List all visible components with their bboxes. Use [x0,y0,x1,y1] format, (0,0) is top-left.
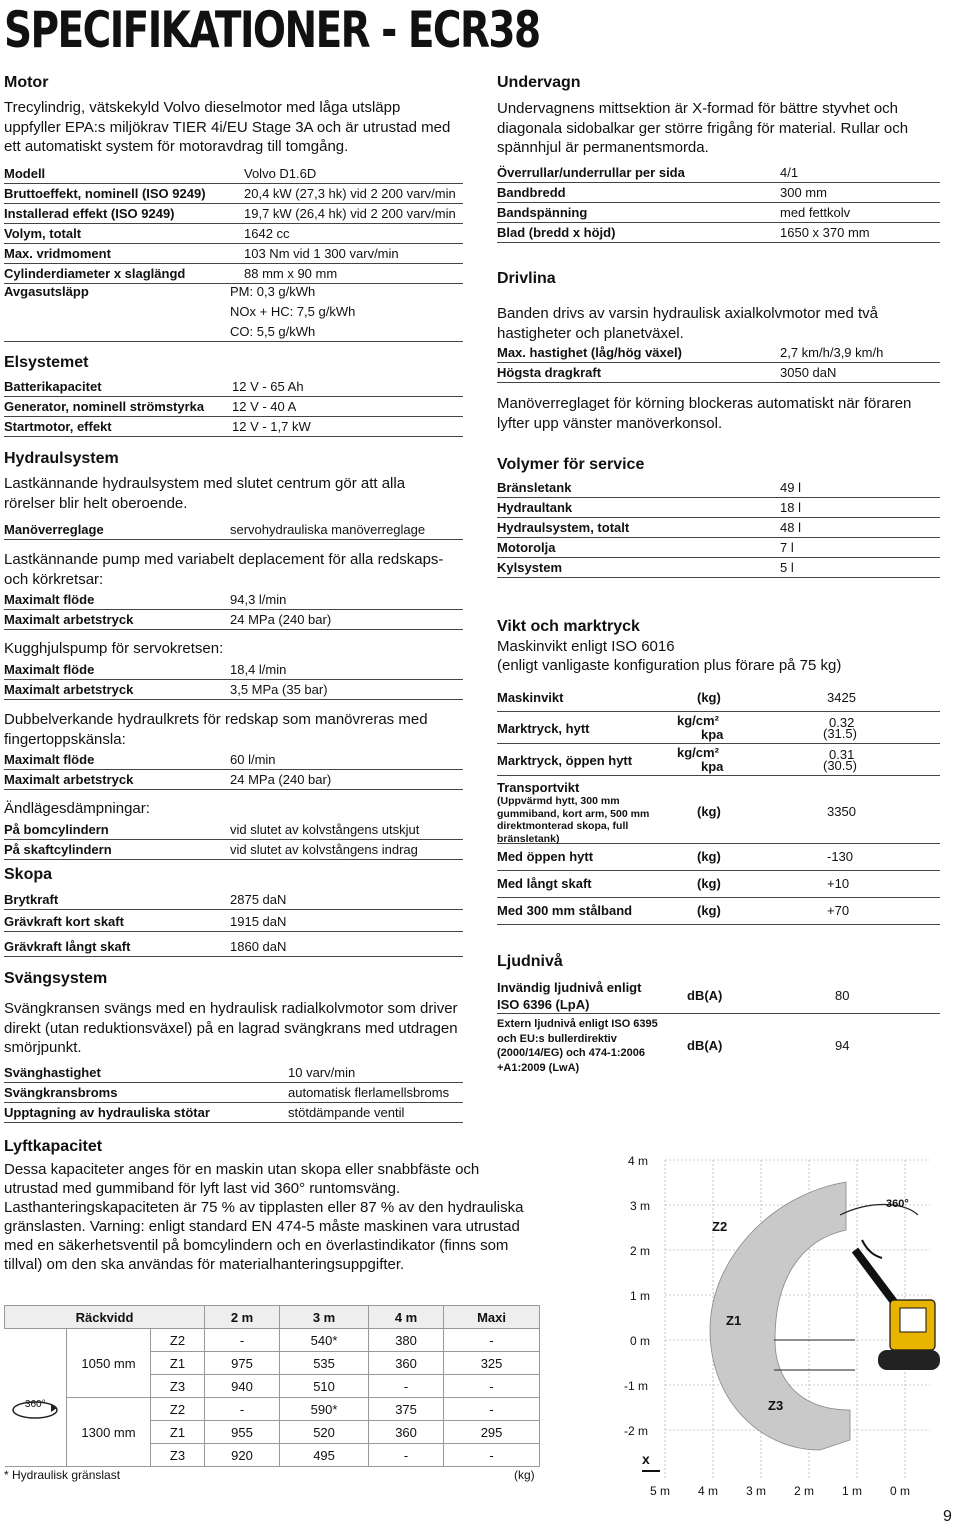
table-header-cell: 2 m [205,1306,280,1329]
spec-key: Maximalt arbetstryck [4,682,134,697]
spec-row [4,590,463,610]
table-cell: 940 [205,1375,280,1398]
spec-key: Maximalt flöde [4,662,95,677]
spec-row [4,840,463,860]
excavator-tracks [878,1350,940,1370]
table-cell: 360 [369,1421,444,1444]
spec-value: med fettkolv [780,205,851,220]
table-header-cell: Räckvidd [5,1306,205,1329]
spec-row [4,1103,463,1123]
rotation-cell [5,1329,67,1467]
spec-row [497,478,940,498]
spec-value: 103 Nm vid 1 300 varv/min [244,246,399,261]
table-cell: 520 [280,1421,369,1444]
spec-value: 5 l [780,560,794,575]
spec-row [4,397,463,417]
y-tick: 3 m [630,1199,651,1213]
vikt-row [497,688,940,712]
ljud-row [497,976,940,1014]
spec-key: Cylinderdiameter x slaglängd [4,266,186,281]
spec-value: automatisk flerlamellsbroms [288,1085,450,1100]
spec-row [497,871,940,898]
table-cell: 920 [205,1444,280,1467]
spec-row [4,264,463,284]
spec-value: 4/1 [780,165,799,180]
spec-key: Bandspänning [497,205,588,220]
lift-table [4,1305,540,1463]
vikt-line2: (enligt vanligaste konfiguration plus förare på 75 kg) [497,657,842,674]
height-cell: 1300 mm [67,1398,151,1467]
spec-row [497,343,940,363]
lift-footnote: * Hydraulisk gränslast [4,1468,121,1482]
table-cell: - [444,1329,540,1352]
spec-key: På skaftcylindern [4,842,112,857]
spec-value: 12 V - 40 A [232,399,297,414]
undervagn-heading: Undervagn [497,74,581,91]
spec-key: Modell [4,166,46,181]
spec-unit: kpa [701,759,724,774]
table-cell: Z1 [151,1352,205,1375]
spec-key: Batterikapacitet [4,379,102,394]
y-tick: 2 m [630,1244,651,1258]
zone-label-z2: Z2 [712,1219,728,1234]
spec-row [4,1063,463,1083]
spec-value: 3050 daN [780,365,837,380]
spec-value: 1650 x 370 mm [780,225,870,240]
x-tick: 1 m [842,1484,863,1498]
spec-key: Marktryck, öppen hytt [497,753,633,768]
lift-diagram-svg [600,1140,945,1515]
spec-value: servohydrauliska manöverreglage [230,522,426,537]
svang-heading: Svängsystem [4,970,108,987]
spec-key: Hydraultank [497,500,573,515]
emission-row [4,282,463,342]
spec-unit: kg/cm² [677,745,719,760]
table-cell: Z2 [151,1329,205,1352]
spec-key: Startmotor, effekt [4,419,112,434]
y-tick: 0 m [630,1334,651,1348]
motor-heading: Motor [4,74,49,91]
table-cell: 495 [280,1444,369,1467]
spec-row [497,223,940,243]
y-tick: 1 m [630,1289,651,1303]
spec-value: 10 varv/min [288,1065,356,1080]
spec-row [497,898,940,925]
spec-key: Bränsletank [497,480,572,495]
lyft-heading: Lyftkapacitet [4,1138,103,1155]
spec-key: Maskinvikt [497,690,564,705]
table-cell: 380 [369,1329,444,1352]
spec-unit: (kg) [697,849,721,864]
spec-key: Grävkraft långt skaft [4,939,131,954]
table-cell: 375 [369,1398,444,1421]
spec-value: 18,4 l/min [230,662,287,677]
x-tick: 2 m [794,1484,815,1498]
x-tick: 0 m [890,1484,911,1498]
spec-row [4,184,463,204]
table-cell: 955 [205,1421,280,1444]
spec-key: Invändig ljudnivå enligt ISO 6396 (LpA) [497,980,642,1012]
spec-value: 94 [835,1038,850,1053]
spec-row [4,750,463,770]
zone-label-z1: Z1 [726,1313,742,1328]
spec-row [4,660,463,680]
table-cell: - [369,1444,444,1467]
spec-value: 12 V - 1,7 kW [232,419,311,434]
spec-key: Maximalt arbetstryck [4,772,134,787]
spec-unit: (kg) [697,903,721,918]
table-cell: - [205,1398,280,1421]
spec-value: 2,7 km/h/3,9 km/h [780,345,884,360]
ljud-heading: Ljudnivå [497,953,563,970]
vikt-row [497,776,940,844]
spec-value: 80 [835,988,850,1003]
spec-unit: kg/cm² [677,713,719,728]
spec-key: Manöverreglage [4,522,104,537]
spec-row [497,538,940,558]
table-cell: 975 [205,1352,280,1375]
spec-key: Med långt skaft [497,876,592,891]
spec-unit: (kg) [697,876,721,891]
table-row [5,1329,540,1352]
skopa-row [4,912,463,932]
spec-key: Överrullar/underrullar per sida [497,165,685,180]
spec-row [4,1083,463,1103]
table-cell: 325 [444,1352,540,1375]
spec-key: Motorolja [497,540,556,555]
table-header-cell: Maxi [444,1306,540,1329]
spec-row [4,244,463,264]
spec-key: Svängkransbroms [4,1085,118,1100]
table-cell: - [444,1444,540,1467]
spec-row [497,363,940,383]
table-cell: - [369,1375,444,1398]
table-cell: Z1 [151,1421,205,1444]
page-title: SPECIFIKATIONER - ECR38 [4,1,540,59]
lift-unit: (kg) [514,1468,535,1482]
table-cell: Z2 [151,1398,205,1421]
spec-key: Svänghastighet [4,1065,101,1080]
emission-value: PM: 0,3 g/kWh [230,284,316,299]
spec-key: Hydraulsystem, totalt [497,520,630,535]
elsystemet-heading: Elsystemet [4,354,89,371]
spec-value: (31.5) [823,726,857,741]
spec-key: Med öppen hytt [497,849,594,864]
vikt-heading: Vikt och marktryck [497,618,640,635]
spec-row [497,203,940,223]
spec-subtext: (Uppvärmd hytt, 300 mm gummiband, kort arm, 500 mm direktmonterad skopa, full bränsletank) [497,795,650,845]
spec-value: 18 l [780,500,801,515]
ljud-row [497,1014,940,1078]
emission-value: CO: 5,5 g/kWh [230,324,316,339]
spec-value: 2875 daN [230,892,287,907]
height-cell: 1050 mm [67,1329,151,1398]
drivlina-intro: Banden drivs av varsin hydraulisk axialkolvmotor med två hastigheter och planetväxel. [497,305,878,342]
table-cell: - [444,1398,540,1421]
spec-value: 60 l/min [230,752,276,767]
spec-unit: dB(A) [687,988,723,1003]
spec-value: 300 mm [780,185,827,200]
spec-row [497,163,940,183]
spec-value: -130 [827,849,854,864]
emission-key: Avgasutsläpp [4,284,89,299]
spec-value: vid slutet av kolvstångens indrag [230,842,418,857]
spec-value: 3,5 MPa (35 bar) [230,682,328,697]
x-axis-label: x [642,1451,650,1467]
spec-value: (30.5) [823,758,857,773]
spec-value: 0.31 [829,747,855,762]
table-cell: - [444,1375,540,1398]
spec-value: 0.32 [829,715,855,730]
spec-row [4,610,463,630]
spec-value: Volvo D1.6D [244,166,317,181]
emission-value: NOx + HC: 7,5 g/kWh [230,304,356,319]
hydraul-heading: Hydraulsystem [4,450,119,467]
spec-key: Brytkraft [4,892,59,907]
table-cell: 535 [280,1352,369,1375]
page-number: 9 [943,1508,952,1525]
rotation-label: 360° [24,1398,46,1410]
zone-label-z3: Z3 [768,1398,784,1413]
spec-value: 7 l [780,540,794,555]
table-cell: Z3 [151,1375,205,1398]
kugg-text: Kugghjulspump för servokretsen: [4,640,224,657]
vikt-row [497,712,940,744]
spec-value: 24 MPa (240 bar) [230,772,332,787]
spec-value: 3350 [827,804,856,819]
spec-value: 1860 daN [230,939,287,954]
skopa-row [4,890,463,910]
pump-text: Lastkännande pump med variabelt deplacement för alla redskaps- och körkretsar: [4,551,444,588]
spec-key: Med 300 mm stålband [497,903,633,918]
spec-value: 19,7 kW (26,4 hk) vid 2 200 varv/min [244,206,456,221]
spec-value: stötdämpande ventil [288,1105,405,1120]
spec-row [4,680,463,700]
spec-unit: kpa [701,727,724,742]
drivlina-outro: Manöverreglaget för körning blockeras automatiskt när föraren lyfter upp vänster manöverkonsol. [497,395,912,432]
table-cell: Z3 [151,1444,205,1467]
y-tick: -2 m [624,1424,648,1438]
spec-row [497,498,940,518]
spec-value: +10 [827,876,850,891]
spec-value: 1642 cc [244,226,290,241]
spec-value: 94,3 l/min [230,592,287,607]
spec-value: 1915 daN [230,914,287,929]
spec-value: 24 MPa (240 bar) [230,612,332,627]
spec-row [4,224,463,244]
table-row [5,1398,540,1421]
spec-key: Blad (bredd x höjd) [497,225,616,240]
spec-unit: dB(A) [687,1038,723,1053]
table-cell: 360 [369,1352,444,1375]
spec-row [4,204,463,224]
vikt-row [497,744,940,776]
spec-unit: (kg) [697,690,721,705]
spec-key: Marktryck, hytt [497,721,590,736]
spec-row [497,844,940,871]
table-cell: - [205,1329,280,1352]
lift-diagram [600,1140,945,1515]
spec-value: 49 l [780,480,801,495]
rotation-badge: 360° [886,1198,909,1210]
spec-key: Bruttoeffekt, nominell (ISO 9249) [4,186,206,201]
dubbel-text: Dubbelverkande hydraulkrets för redskap som manövreras med fingertoppskänsla: [4,711,428,748]
skopa-heading: Skopa [4,866,53,883]
manover-row [4,520,463,540]
spec-value: 12 V - 65 Ah [232,379,304,394]
spec-row [497,183,940,203]
spec-row [497,558,940,578]
spec-row [497,518,940,538]
spec-row [4,770,463,790]
lift-table-header [5,1306,540,1329]
spec-key: Max. hastighet (låg/hög växel) [497,345,682,360]
x-tick: 4 m [698,1484,719,1498]
table-cell: 590* [280,1398,369,1421]
spec-key: Installerad effekt (ISO 9249) [4,206,175,221]
spec-row [4,417,463,437]
spec-key: Generator, nominell strömstyrka [4,399,205,414]
table-header-cell: 3 m [280,1306,369,1329]
spec-row [4,820,463,840]
table-cell: 540* [280,1329,369,1352]
spec-key: Extern ljudnivå enligt ISO 6395 och EU:s bullerdirektiv (2000/14/EG) och 474-1:2006 +A1:2009 (LwA) [497,1018,658,1074]
undervagn-intro: Undervagnens mittsektion är X-formad för bättre styvhet och diagonala sidobalkar ger större frigång för material. Rullar och spännhjul är permanentsmorda. [497,100,909,156]
spec-value: 88 mm x 90 mm [244,266,338,281]
x-tick: 3 m [746,1484,767,1498]
spec-key: Maximalt flöde [4,592,95,607]
spec-key: Maximalt arbetstryck [4,612,134,627]
spec-key: Volym, totalt [4,226,82,241]
spec-value: 48 l [780,520,801,535]
spec-key: Kylsystem [497,560,563,575]
drivlina-heading: Drivlina [497,270,556,287]
spec-key: Transportvikt [497,780,580,795]
spec-key: Bandbredd [497,185,566,200]
spec-key: Högsta dragkraft [497,365,602,380]
motor-intro: Trecylindrig, vätskekyld Volvo dieselmotor med låga utsläpp uppfyller EPA:s miljökrav TIER 4i/EU Stage 3A och är utrustad med ett automatiskt system för motoravdrag till tomgång. [4,99,451,155]
spec-key: Maximalt flöde [4,752,95,767]
excavator-bucket [862,1240,882,1258]
volymer-heading: Volymer för service [497,456,645,473]
skopa-row [4,937,463,957]
excavator-window [900,1308,926,1332]
x-tick: 5 m [650,1484,671,1498]
y-tick: 4 m [628,1154,649,1168]
spec-row [4,164,463,184]
table-cell: 295 [444,1421,540,1444]
y-tick: -1 m [624,1379,648,1393]
vikt-line1: Maskinvikt enligt ISO 6016 [497,638,675,655]
spec-key: Max. vridmoment [4,246,111,261]
spec-value: 3425 [827,690,856,705]
spec-key: Grävkraft kort skaft [4,914,124,929]
spec-row [4,377,463,397]
spec-key: Upptagning av hydrauliska stötar [4,1105,210,1120]
hydraul-intro: Lastkännande hydraulsystem med slutet centrum gör att alla rörelser blir helt oberoende. [4,475,406,512]
table-header-cell: 4 m [369,1306,444,1329]
spec-value: vid slutet av kolvstångens utskjut [230,822,420,837]
andlage-text: Ändlägesdämpningar: [4,800,150,817]
spec-key: På bomcylindern [4,822,109,837]
lyft-intro: Dessa kapaciteter anges för en maskin utan skopa eller snabbfäste och utrustad med gummiband för lyft last vid 360° runtomsväng. Lasthanteringskapaciteten är 75 % av tipplasten eller 87 % av den hydrauliska gränslasten. Varning: enligt standard EN 474-5 måste maskinen vara utrustad med en säkerhetsventil på bomcylindern och en överlastindikator (finns som tillval) om den ska användas för materialhanteringsuppgifter. [4,1161,524,1273]
table-cell: 510 [280,1375,369,1398]
svang-intro: Svängkransen svängs med en hydraulisk radialkolvmotor som driver direkt (utan reduktionsväxel) på en lagrad svängkrans med utdragen smörjpunkt. [4,1000,458,1056]
spec-value: 20,4 kW (27,3 hk) vid 2 200 varv/min [244,186,456,201]
spec-unit: (kg) [697,804,721,819]
spec-value: +70 [827,903,850,918]
